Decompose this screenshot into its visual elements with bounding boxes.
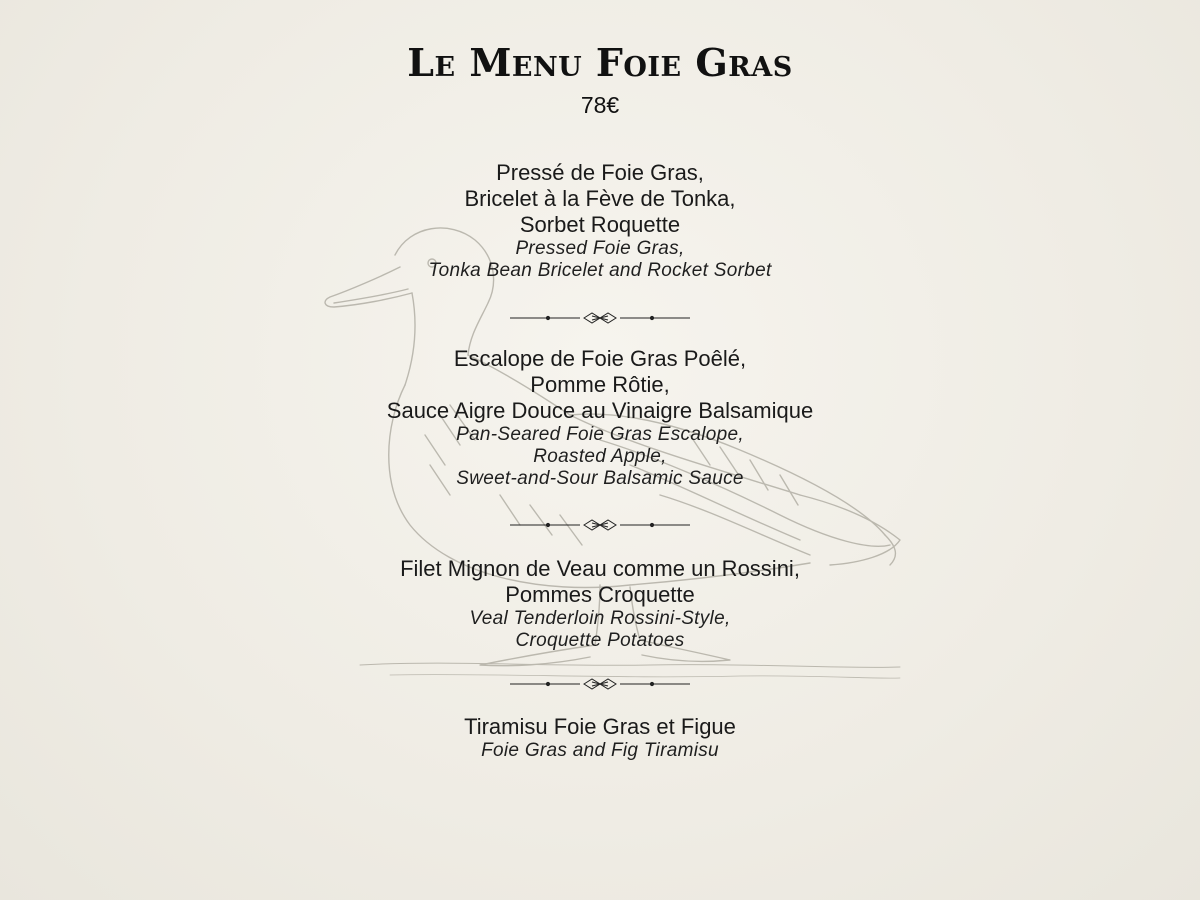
- course-french-line: Sauce Aigre Douce au Vinaigre Balsamique: [386, 398, 814, 423]
- course-french-line: Pomme Rôtie,: [530, 372, 670, 397]
- course-english-line: Pressed Foie Gras,: [515, 238, 685, 259]
- course-english-line: Veal Tenderloin Rossini-Style,: [469, 608, 731, 629]
- course-dessert: [0, 714, 1200, 762]
- ornament-divider-icon: [510, 310, 690, 326]
- course-english-line: Pan-Seared Foie Gras Escalope,: [456, 424, 744, 445]
- course-starter: [0, 160, 1200, 282]
- course-french-line: Sorbet Roquette: [519, 212, 681, 237]
- course-english-line: Sweet-and-Sour Balsamic Sauce: [456, 468, 744, 489]
- course-english-line: Croquette Potatoes: [515, 630, 685, 651]
- course-french-line: Escalope de Foie Gras Poêlé,: [453, 346, 747, 371]
- ornament-divider-icon: [510, 676, 690, 692]
- course-french-line: Tiramisu Foie Gras et Figue: [464, 714, 736, 739]
- menu-title: Le Menu Foie Gras: [407, 40, 793, 85]
- course-french-line: Bricelet à la Fève de Tonka,: [464, 186, 736, 211]
- ornament-divider-icon: [510, 517, 690, 533]
- menu-price: 78€: [580, 92, 620, 118]
- course-english-line: Tonka Bean Bricelet and Rocket Sorbet: [428, 260, 772, 281]
- course-french-line: Pressé de Foie Gras,: [496, 160, 704, 185]
- course-main: [0, 556, 1200, 652]
- course-french-line: Pommes Croquette: [505, 582, 695, 607]
- course-english-line: Roasted Apple,: [533, 446, 667, 467]
- course-foie-gras: [0, 346, 1200, 490]
- course-english-line: Foie Gras and Fig Tiramisu: [481, 740, 719, 761]
- course-french-line: Filet Mignon de Veau comme un Rossini,: [400, 556, 800, 581]
